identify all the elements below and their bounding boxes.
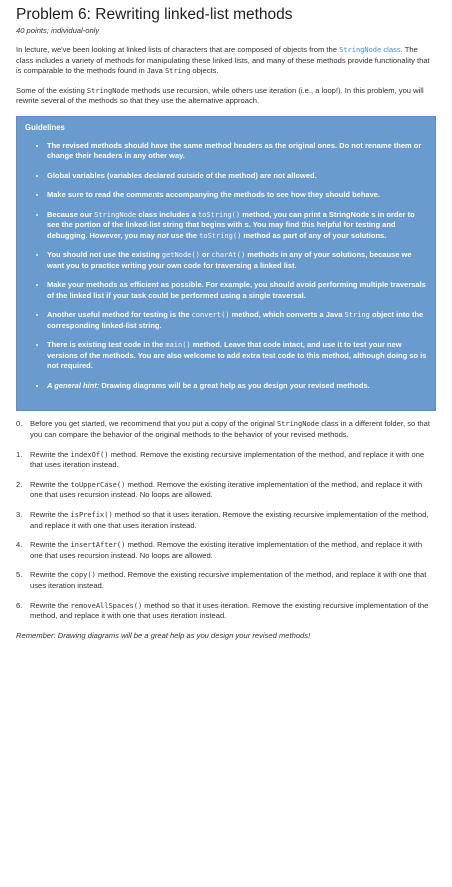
guidelines-heading: Guidelines <box>25 122 65 132</box>
guideline-item: • There is existing test code in the main() method. Leave that code intact, and use it to test your new versions of the methods. You are also welcome to add extra test code to this method, although doing so is not required. <box>47 340 427 372</box>
guideline-item: • Because our StringNode class includes a toString() method, you can print a StringNode s in order to see the portion of the linked-list string that begins with s. You may find this helpful for testing and debugging. However, you may not use the toString() method as part of any of your solutions. <box>47 210 427 242</box>
task-item: 3. Rewrite the isPrefix() method so that it uses iteration. Remove the existing recursive implementation of the method, and replace it with one that uses iteration instead. <box>16 510 429 530</box>
guideline-item: • Global variables (variables declared outside of the method) are not allowed. <box>47 171 427 182</box>
task-item: 5. Rewrite the copy() method. Remove the existing recursive implementation of the method, and replace it with one that uses iteration instead. <box>16 570 427 590</box>
guideline-item: • Make your methods as efficient as possible. For example, you should avoid performing multiple traversals of the linked list if your task could be performed using a single traversal. <box>47 280 427 301</box>
points-note: 40 points; individual-only <box>16 26 100 35</box>
remember-note: Remember: Drawing diagrams will be a great help as you design your revised methods! <box>16 630 311 640</box>
intro-paragraph: In lecture, we've been looking at linked lists of characters that are composed of objects from the StringNode class. The class includes a variety of methods for manipulating these linked lists, and many of these methods provide functionality that is comparable to the methods found in Java String objects. <box>16 45 430 76</box>
guidelines-box <box>16 116 436 412</box>
task-item: 1. Rewrite the indexOf() method. Remove the existing recursive implementation of the method, and replace it with one that uses iteration instead. <box>16 449 425 470</box>
guideline-item: • Another useful method for testing is the convert() method, which converts a Java String object into the corresponding linked-list string. <box>47 310 427 331</box>
guideline-item: • A general hint: Drawing diagrams will be a great help as you design your revised methods. <box>47 381 427 392</box>
task-item: 6. Rewrite the removeAllSpaces() method so that it uses iteration. Remove the existing recursive implementation of the method, and replace it with one that uses iteration instead. <box>16 600 429 621</box>
guideline-item: • You should not use the existing getNode() or charAt() methods in any of your solutions, because we want you to practice writing your own code for traversing a linked list. <box>47 250 427 271</box>
approach-paragraph: Some of the existing StringNode methods use recursion, while others use iteration (i.e., a loop!). In this problem, you will rewrite several of the methods so that they use the alternative approach. <box>16 85 424 106</box>
guideline-item: • Make sure to read the comments accompanying the methods to see how they should behave. <box>47 190 427 201</box>
guideline-item: • The revised methods should have the same method headers as the original ones. Do not rename them or change their headers in any other way. <box>47 141 427 162</box>
guidelines-list <box>25 141 427 392</box>
task-list <box>16 419 436 621</box>
stringnode-class-link[interactable]: StringNode class <box>339 45 401 54</box>
page-title: Problem 6: Rewriting linked-list methods <box>16 6 293 23</box>
task-item: 2. Rewrite the toUpperCase() method. Remove the existing iterative implementation of the method, and replace it with one that uses recursion instead. No loops are allowed. <box>16 479 423 500</box>
task-item: 0. Before you get started, we recommend that you put a copy of the original StringNode class in a different folder, so that you can compare the behavior of the original methods to the behavior of your revised methods. <box>16 419 430 440</box>
task-item: 4. Rewrite the insertAfter() method. Remove the existing iterative implementation of the method, and replace it with one that uses recursion instead. No loops are allowed. <box>16 540 423 560</box>
